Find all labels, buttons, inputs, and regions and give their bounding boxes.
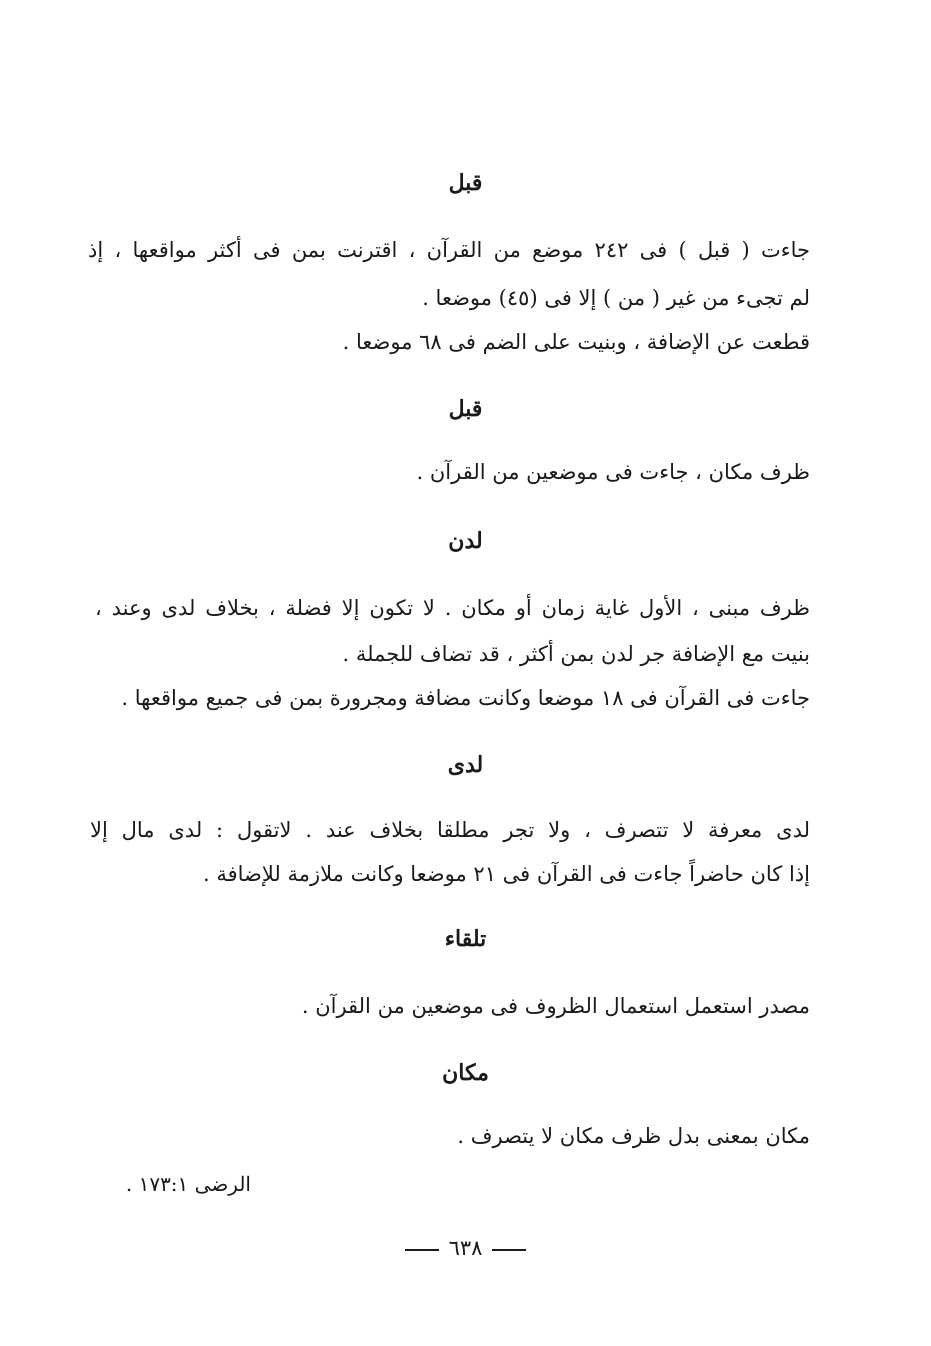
dash-left bbox=[492, 1249, 526, 1251]
dash-right bbox=[405, 1249, 439, 1251]
section-heading-qabl: قبل bbox=[448, 170, 483, 196]
section-heading-lada: لدى bbox=[447, 752, 484, 778]
section-line: جاءت ( قبل ) فى ٢٤٢ موضع من القرآن ، اقترنت بمن فى أكثر مواقعها ، إذ bbox=[88, 238, 811, 262]
page-number: ٦٣٨ bbox=[448, 1236, 483, 1260]
section-line: إذا كان حاضراً جاءت فى القرآن فى ٢١ موضعا وكانت ملازمة للإضافة . bbox=[203, 862, 810, 886]
section-line: لم تجىء من غير ( من ) إلا فى (٤٥) موضعا . bbox=[422, 286, 810, 310]
section-heading-makan: مكان bbox=[442, 1060, 489, 1086]
section-line: قطعت عن الإضافة ، وبنيت على الضم فى ٦٨ موضعا . bbox=[342, 330, 810, 354]
page-number-row bbox=[0, 1236, 931, 1260]
section-line: ظرف مبنى ، الأول غاية زمان أو مكان . لا تكون إلا فضلة ، بخلاف لدى وعند ، bbox=[95, 596, 810, 620]
section-heading-qabl-2: قبل bbox=[448, 396, 483, 422]
section-heading-ladun: لدن bbox=[448, 528, 483, 554]
section-line: بنيت مع الإضافة جر لدن بمن أكثر ، قد تضاف للجملة . bbox=[342, 642, 810, 666]
section-line: مصدر استعمل استعمال الظروف فى موضعين من القرآن . bbox=[301, 994, 810, 1018]
footnote: الرضى ١٧٣:١ . bbox=[125, 1172, 251, 1196]
section-line: مكان بمعنى بدل ظرف مكان لا يتصرف . bbox=[457, 1124, 810, 1148]
section-heading-tilqaa: تلقاء bbox=[444, 926, 487, 952]
section-line: لدى معرفة لا تتصرف ، ولا تجر مطلقا بخلاف عند . لاتقول : لدى مال إلا bbox=[90, 818, 810, 842]
section-line: جاءت فى القرآن فى ١٨ موضعا وكانت مضافة ومجرورة بمن فى جميع مواقعها . bbox=[121, 686, 810, 710]
section-line: ظرف مكان ، جاءت فى موضعين من القرآن . bbox=[416, 460, 810, 484]
